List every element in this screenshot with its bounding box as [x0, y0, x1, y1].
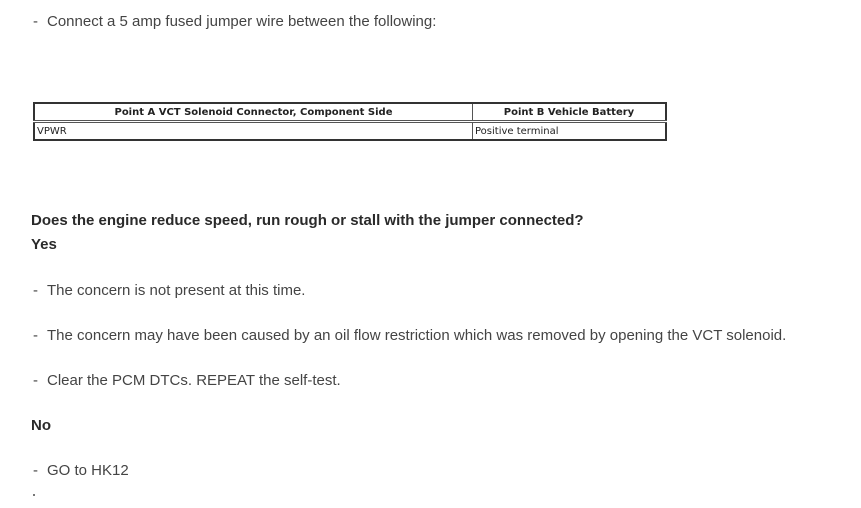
cell-point-b: Positive terminal	[475, 125, 559, 137]
yes-item-1	[33, 281, 305, 301]
table-row	[34, 122, 666, 141]
connection-table	[33, 102, 667, 141]
header-point-b: Point B Vehicle Battery	[473, 103, 667, 122]
yes-label: Yes	[31, 236, 57, 253]
cell-point-a: VPWR	[34, 122, 473, 141]
yes-item-2	[33, 326, 786, 346]
no-item-1	[33, 461, 129, 481]
yes-item-text: Clear the PCM DTCs. REPEAT the self-test.	[47, 372, 341, 389]
yes-item-3	[33, 371, 341, 391]
bullet-dash: -	[33, 282, 38, 299]
bullet-dash: -	[33, 327, 38, 344]
stray-dot	[33, 494, 35, 496]
no-item-text: GO to HK12	[47, 462, 129, 479]
question-heading: Does the engine reduce speed, run rough or stall with the jumper connected?	[31, 212, 584, 229]
step-connect-text: Connect a 5 amp fused jumper wire between the following:	[47, 13, 437, 30]
table-header-row	[34, 103, 666, 122]
header-point-a: Point A VCT Solenoid Connector, Component Side	[34, 103, 473, 122]
yes-item-text: The concern is not present at this time.	[47, 282, 306, 299]
step-connect-jumper	[33, 12, 436, 32]
bullet-dash: -	[33, 462, 38, 479]
bullet-dash: -	[33, 13, 38, 30]
no-label: No	[31, 417, 51, 434]
yes-item-text: The concern may have been caused by an oil flow restriction which was removed by opening the VCT solenoid.	[47, 327, 787, 344]
bullet-dash: -	[33, 372, 38, 389]
